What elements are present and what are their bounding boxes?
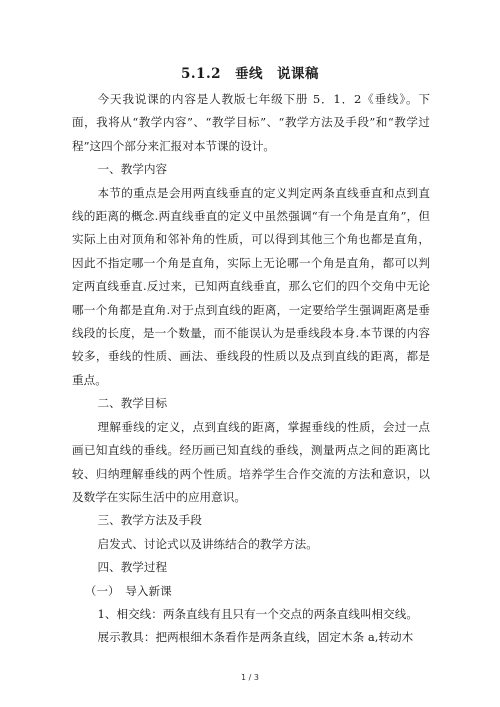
section-heading-goals: 二、教学目标: [97, 396, 168, 411]
document-body: [72, 88, 430, 650]
content-paragraph: 本节的重点是会用两直线垂直的定义判定两条直线垂直和点到直线的距离的概念.两直线垂直的定义中虽然强调“有一个角是直角”，但实际上由对顶角和邻补角的性质，可以得到其他三个角也都是直角，因此不指定哪一个角是直角，实际上无论哪一个角是直角，都可以判定两直线垂直.反过来，已知两直线垂直，那么它们的四个交角中无论哪一个角都是直角.对于点到直线的距离，一定要给学生强调距离是垂线段的长度，是一个数量，而不能误认为是垂线段本身.本节课的内容较多，垂线的性质、画法、垂线段的性质以及点到直线的距离，都是重点。: [72, 185, 430, 387]
process-paragraph-2: 展示教具：把两根细木条看作是两条直线，固定木条 a,转动木: [97, 630, 414, 645]
intro-paragraph: 今天我说课的内容是人教版七年级下册 5．1．2《垂线》。下面，我将从“教学内容”、“教学目标”、“教学方法及手段”和“教学过程”这四个部分来汇报对本节课的设计。: [72, 92, 430, 153]
section-heading-content: 一、教学内容: [97, 162, 168, 177]
section-heading-methods: 三、教学方法及手段: [97, 513, 202, 528]
page-number: 1 / 3: [241, 673, 259, 682]
process-paragraph-1: 1、相交线：两条直线有且只有一个交点的两条直线叫相交线。: [97, 606, 418, 621]
section-heading-process: 四、教学过程: [97, 560, 168, 575]
page-title: 5.1.2 垂线 说课稿: [180, 66, 320, 82]
methods-paragraph: 启发式、讨论式以及讲练结合的教学方法。: [97, 536, 318, 551]
subsection-heading-intro: （一） 导入新课: [84, 583, 172, 598]
goals-paragraph: 理解垂线的定义，点到直线的距离，掌握垂线的性质，会过一点画已知直线的垂线。经历画已知直线的垂线，测量两点之间的距离比较、归纳理解垂线的两个性质。培养学生合作交流的方法和意识，以及数学在实际生活中的应用意识。: [72, 419, 430, 504]
